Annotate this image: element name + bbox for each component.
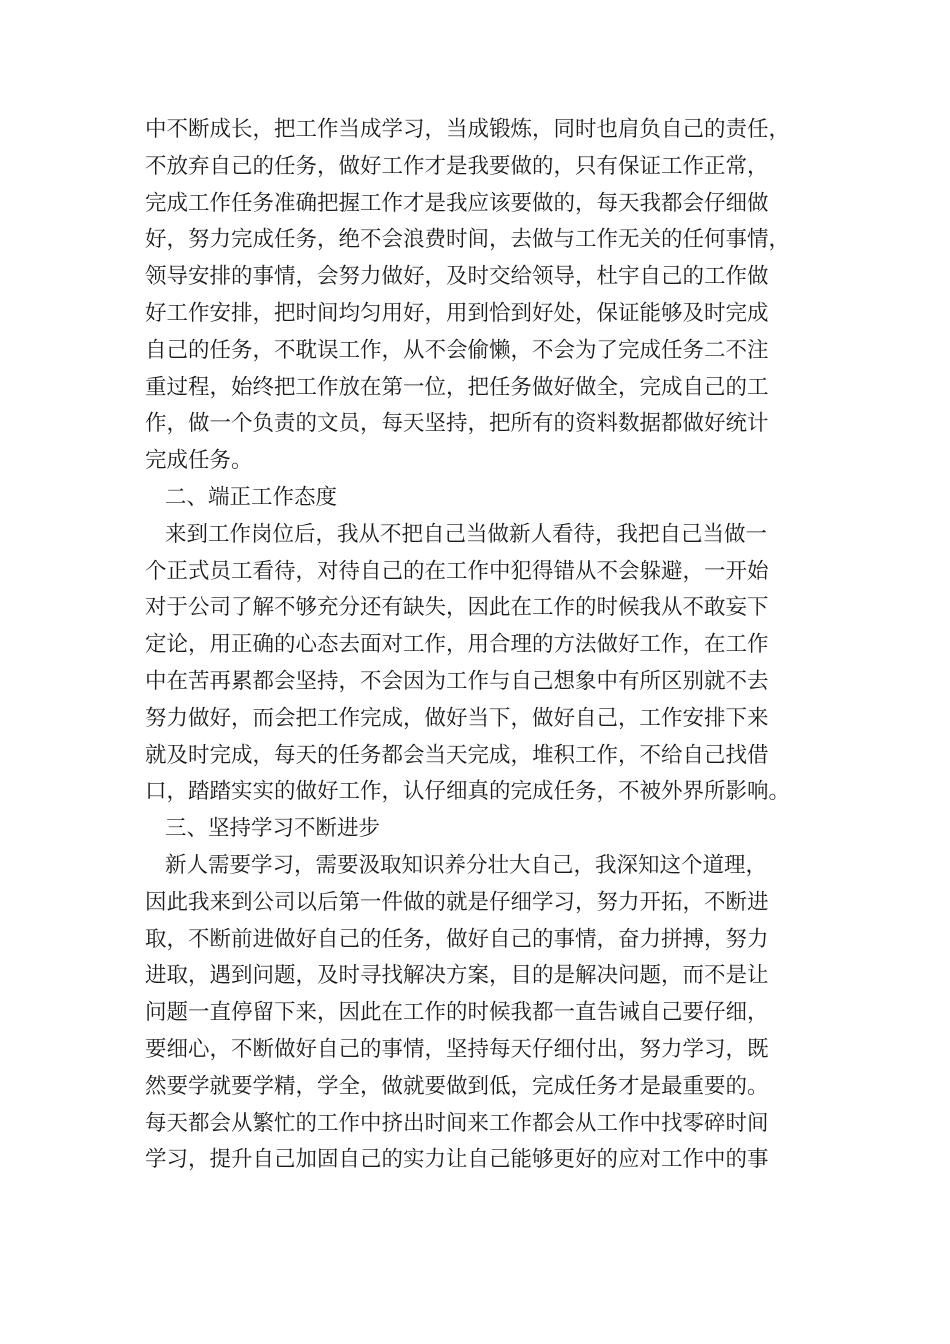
text-line-10: 完成任务。 — [145, 448, 253, 474]
text-line-2: 不放弃自己的任务，做好工作才是我要做的，只有保证工作正常， — [145, 153, 769, 179]
text-line-12: 来到工作岗位后，我从不把自己当做新人看待，我把自己当做一 — [165, 521, 768, 547]
text-line-7: 自己的任务，不耽误工作，从不会偷懒，不会为了完成任务二不注 — [145, 337, 769, 363]
text-line-27: 然要学就要学精，学全，做就要做到低，完成任务才是最重要的。 — [145, 1073, 769, 1099]
text-line-17: 努力做好，而会把工作完成，做好当下，做好自己，工作安排下来 — [145, 705, 769, 731]
text-line-24: 进取，遇到问题，及时寻找解决方案，目的是解决问题，而不是让 — [145, 963, 769, 989]
text-line-25: 问题一直停留下来，因此在工作的时候我都一直告诫自己要仔细， — [145, 1000, 769, 1026]
text-line-9: 作，做一个负责的文员，每天坚持，把所有的资料数据都做好统计 — [145, 411, 769, 437]
text-line-8: 重过程，始终把工作放在第一位，把任务做好做全，完成自己的工 — [145, 374, 769, 400]
text-line-3: 完成工作任务准确把握工作才是我应该要做的，每天我都会仔细做 — [145, 190, 769, 216]
text-line-1: 中不断成长，把工作当成学习，当成锻炼，同时也肩负自己的责任， — [145, 117, 791, 142]
text-line-21: 新人需要学习，需要汲取知识养分壮大自己，我深知这个道理， — [165, 852, 768, 878]
text-line-28: 每天都会从繁忙的工作中挤出时间来工作都会从工作中找零碎时间 — [145, 1110, 769, 1136]
text-line-18: 就及时完成，每天的任务都会当天完成，堆积工作，不给自己找借 — [145, 742, 769, 768]
text-line-13: 个正式员工看待，对待自己的在工作中犯得错从不会躲避，一开始 — [145, 558, 769, 584]
text-line-22: 因此我来到公司以后第一件做的就是仔细学习，努力开拓，不断进 — [145, 889, 769, 915]
text-line-29: 学习，提升自己加固自己的实力让自己能够更好的应对工作中的事 — [145, 1147, 769, 1173]
text-line-19: 口，踏踏实实的做好工作，认仔细真的完成任务，不被外界所影响。 — [145, 779, 791, 805]
text-line-26: 要细心，不断做好自己的事情，坚持每天仔细付出，努力学习，既 — [145, 1036, 769, 1062]
section-heading-2: 二、端正工作态度 — [165, 484, 338, 510]
text-line-6: 好工作安排，把时间均匀用好，用到恰到好处，保证能够及时完成 — [145, 300, 769, 326]
text-line-4: 好，努力完成任务，绝不会浪费时间，去做与工作无关的任何事情， — [145, 227, 791, 253]
section-heading-3: 三、坚持学习不断进步 — [165, 816, 381, 842]
text-line-15: 定论，用正确的心态去面对工作，用合理的方法做好工作，在工作 — [145, 632, 769, 658]
text-line-5: 领导安排的事情，会努力做好，及时交给领导，杜宇自己的工作做 — [145, 264, 769, 290]
text-line-23: 取，不断前进做好自己的任务，做好自己的事情，奋力拼搏，努力 — [145, 926, 769, 952]
document-body — [145, 112, 810, 1179]
text-line-14: 对于公司了解不够充分还有缺失，因此在工作的时候我从不敢妄下 — [145, 595, 769, 621]
text-line-16: 中在苦再累都会坚持，不会因为工作与自己想象中有所区别就不去 — [145, 668, 769, 694]
